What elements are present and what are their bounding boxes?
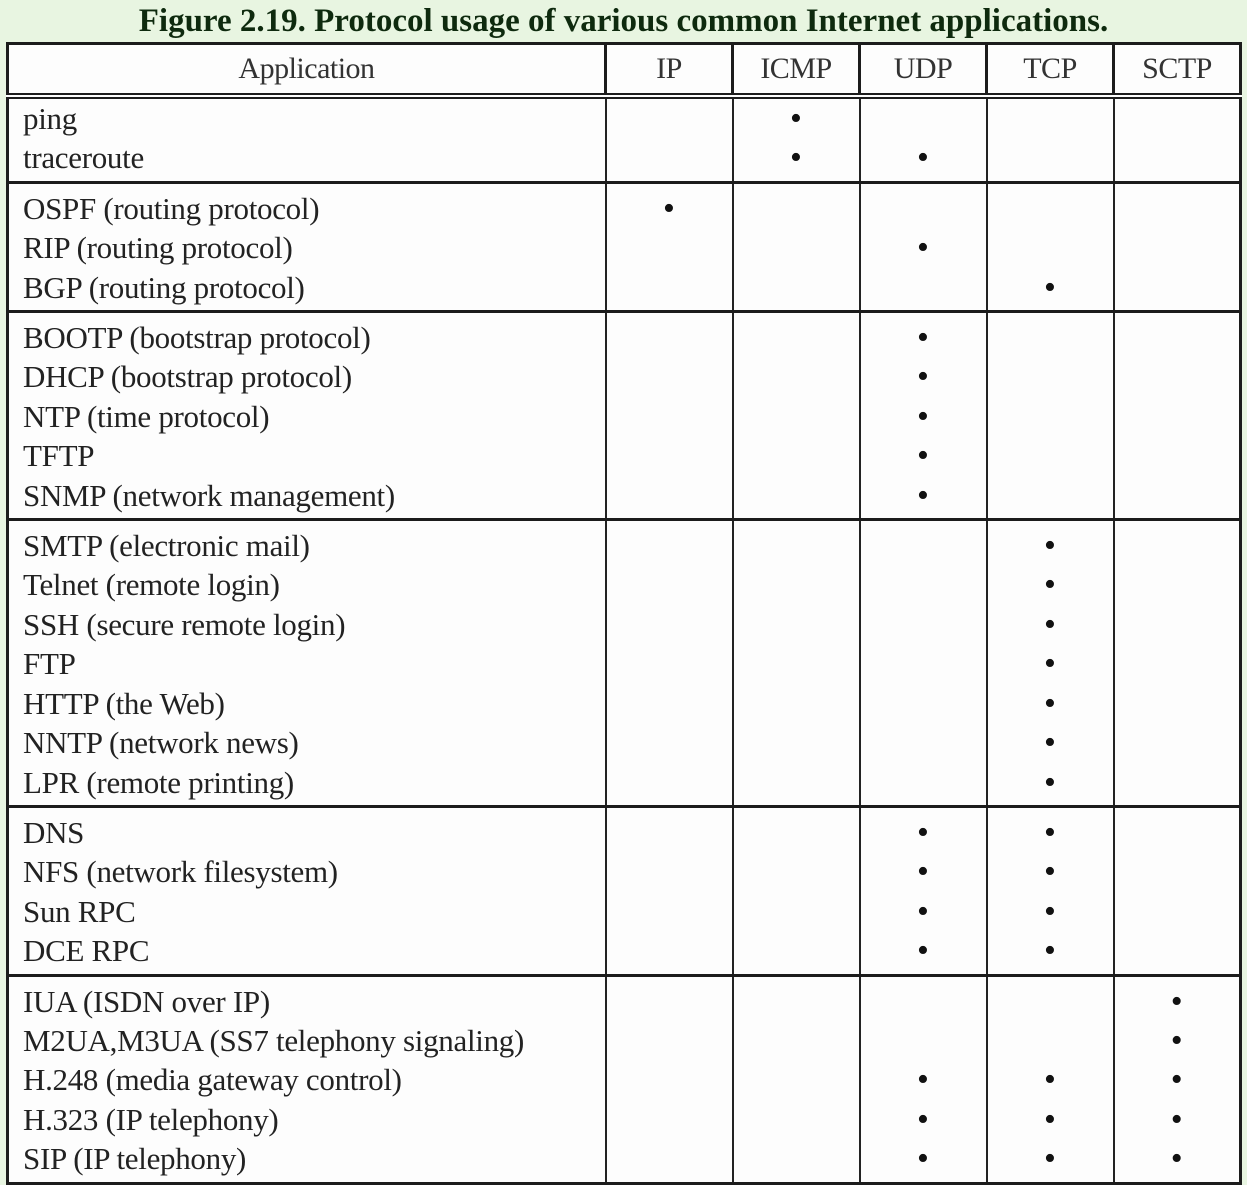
protocol-cell-ip xyxy=(606,397,733,436)
table-row xyxy=(8,763,1241,807)
protocol-cell-sctp xyxy=(1114,684,1241,723)
table-row xyxy=(8,852,1241,891)
protocol-cell-icmp xyxy=(733,644,860,683)
usage-bullet: • xyxy=(917,932,929,970)
protocol-cell-tcp xyxy=(987,182,1114,228)
protocol-cell-ip xyxy=(606,476,733,520)
protocol-cell-ip xyxy=(606,565,733,604)
protocol-cell-tcp xyxy=(987,852,1114,891)
protocol-cell-sctp xyxy=(1114,975,1241,1021)
protocol-cell-udp xyxy=(860,763,987,807)
application-name: NNTP (network news) xyxy=(23,725,299,761)
protocol-cell-tcp xyxy=(987,605,1114,644)
protocol-cell-icmp xyxy=(733,565,860,604)
application-name: FTP xyxy=(23,646,76,682)
protocol-cell-udp xyxy=(860,96,987,138)
table-row xyxy=(8,1139,1241,1183)
protocol-cell-udp xyxy=(860,436,987,475)
table-row xyxy=(8,723,1241,762)
protocol-cell-udp xyxy=(860,1139,987,1183)
protocol-cell-sctp xyxy=(1114,312,1241,358)
protocol-cell-icmp xyxy=(733,892,860,931)
protocol-cell-icmp xyxy=(733,975,860,1021)
usage-bullet: • xyxy=(917,437,929,475)
protocol-cell-tcp xyxy=(987,312,1114,358)
protocol-cell-udp xyxy=(860,268,987,312)
protocol-cell-tcp xyxy=(987,1100,1114,1139)
protocol-cell-tcp xyxy=(987,684,1114,723)
application-name: SMTP (electronic mail) xyxy=(8,520,606,566)
protocol-cell-icmp xyxy=(733,1021,860,1060)
protocol-cell-icmp xyxy=(733,852,860,891)
protocol-cell-udp xyxy=(860,605,987,644)
protocol-cell-udp xyxy=(860,520,987,566)
protocol-cell-udp xyxy=(860,975,987,1021)
usage-bullet: • xyxy=(1170,1061,1183,1099)
protocol-cell-tcp xyxy=(987,520,1114,566)
protocol-cell-sctp xyxy=(1114,96,1241,138)
protocol-cell-sctp xyxy=(1114,520,1241,566)
usage-bullet: • xyxy=(1170,1100,1183,1138)
table-row xyxy=(8,975,1241,1021)
table-body xyxy=(8,96,1241,1183)
application-name: DHCP (bootstrap protocol) xyxy=(23,359,352,395)
usage-bullet: • xyxy=(1044,763,1056,801)
protocol-cell-icmp xyxy=(733,931,860,975)
protocol-cell-ip xyxy=(606,312,733,358)
protocol-cell-udp xyxy=(860,228,987,267)
protocol-cell-tcp xyxy=(987,806,1114,852)
table-row xyxy=(8,436,1241,475)
protocol-cell-udp xyxy=(860,723,987,762)
application-name: NTP (time protocol) xyxy=(23,398,270,434)
protocol-cell-tcp xyxy=(987,565,1114,604)
protocol-cell-udp xyxy=(860,1021,987,1060)
usage-bullet: • xyxy=(1044,605,1056,643)
protocol-cell-tcp xyxy=(987,931,1114,975)
application-name: DNS xyxy=(8,806,606,852)
usage-bullet: • xyxy=(1044,268,1056,306)
protocol-cell-udp xyxy=(860,684,987,723)
application-name: SIP (IP telephony) xyxy=(23,1141,247,1177)
protocol-cell-ip xyxy=(606,1100,733,1139)
protocol-cell-udp xyxy=(860,565,987,604)
table-row xyxy=(8,931,1241,975)
usage-bullet: • xyxy=(1044,932,1056,970)
protocol-cell-tcp xyxy=(987,476,1114,520)
usage-bullet: • xyxy=(1044,645,1056,683)
protocol-cell-ip xyxy=(606,806,733,852)
protocol-cell-sctp xyxy=(1114,852,1241,891)
table-row xyxy=(8,476,1241,520)
protocol-cell-ip xyxy=(606,520,733,566)
protocol-cell-ip xyxy=(606,892,733,931)
protocol-cell-sctp xyxy=(1114,892,1241,931)
protocol-cell-ip xyxy=(606,268,733,312)
protocol-cell-tcp xyxy=(987,763,1114,807)
protocol-cell-sctp xyxy=(1114,228,1241,267)
usage-bullet: • xyxy=(917,1100,929,1138)
protocol-cell-sctp xyxy=(1114,806,1241,852)
protocol-cell-icmp xyxy=(733,1100,860,1139)
protocol-cell-sctp xyxy=(1114,644,1241,683)
application-name: DCE RPC xyxy=(23,933,150,969)
table-row xyxy=(8,312,1241,358)
application-name: IUA (ISDN over IP) xyxy=(8,975,606,1021)
usage-bullet: • xyxy=(1044,566,1056,604)
usage-bullet: • xyxy=(917,319,929,357)
protocol-cell-udp xyxy=(860,1060,987,1099)
protocol-cell-tcp xyxy=(987,436,1114,475)
protocol-cell-icmp xyxy=(733,1139,860,1183)
protocol-cell-ip xyxy=(606,138,733,182)
protocol-cell-ip xyxy=(606,182,733,228)
table-row xyxy=(8,1060,1241,1099)
application-name: RIP (routing protocol) xyxy=(23,230,293,266)
usage-bullet: • xyxy=(1044,813,1056,851)
column-header-udp: UDP xyxy=(860,44,987,97)
application-name: HTTP (the Web) xyxy=(23,685,225,721)
table-row xyxy=(8,138,1241,182)
usage-bullet: • xyxy=(1044,892,1056,930)
table-row xyxy=(8,520,1241,566)
application-name: NFS (network filesystem) xyxy=(23,854,338,890)
table-row xyxy=(8,357,1241,396)
protocol-cell-tcp xyxy=(987,892,1114,931)
application-name: ping xyxy=(23,101,77,136)
protocol-cell-icmp xyxy=(733,357,860,396)
usage-bullet: • xyxy=(1170,1140,1183,1178)
protocol-cell-ip xyxy=(606,96,733,138)
protocol-cell-tcp xyxy=(987,228,1114,267)
column-header-application: Application xyxy=(8,44,606,97)
usage-bullet: • xyxy=(790,139,802,177)
protocol-cell-ip xyxy=(606,852,733,891)
protocol-cell-sctp xyxy=(1114,1139,1241,1183)
application-name: BGP (routing protocol) xyxy=(23,269,305,305)
table-row xyxy=(8,228,1241,267)
protocol-cell-icmp xyxy=(733,312,860,358)
table-row xyxy=(8,684,1241,723)
protocol-cell-udp xyxy=(860,931,987,975)
application-name: traceroute xyxy=(23,140,144,176)
table-row xyxy=(8,268,1241,312)
table-row xyxy=(8,182,1241,228)
protocol-cell-udp xyxy=(860,357,987,396)
table-row xyxy=(8,96,1241,138)
application-name: H.323 (IP telephony) xyxy=(23,1101,279,1137)
column-header-icmp: ICMP xyxy=(733,44,860,97)
protocol-cell-tcp xyxy=(987,723,1114,762)
usage-bullet: • xyxy=(1044,684,1056,722)
usage-bullet: • xyxy=(917,476,929,514)
protocol-cell-udp xyxy=(860,476,987,520)
protocol-cell-udp xyxy=(860,312,987,358)
table-header-row xyxy=(8,44,1241,97)
protocol-cell-icmp xyxy=(733,138,860,182)
protocol-cell-icmp xyxy=(733,520,860,566)
column-header-tcp: TCP xyxy=(987,44,1114,97)
usage-bullet: • xyxy=(917,1061,929,1099)
protocol-cell-sctp xyxy=(1114,476,1241,520)
table-row xyxy=(8,1100,1241,1139)
protocol-cell-sctp xyxy=(1114,1060,1241,1099)
protocol-cell-ip xyxy=(606,1060,733,1099)
protocol-cell-tcp xyxy=(987,1139,1114,1183)
protocol-cell-ip xyxy=(606,723,733,762)
usage-bullet: • xyxy=(917,358,929,396)
protocol-cell-udp xyxy=(860,644,987,683)
protocol-cell-ip xyxy=(606,1139,733,1183)
protocol-cell-tcp xyxy=(987,138,1114,182)
protocol-cell-sctp xyxy=(1114,1100,1241,1139)
usage-bullet: • xyxy=(917,813,929,851)
usage-bullet: • xyxy=(1044,1061,1056,1099)
usage-bullet: • xyxy=(917,229,929,267)
protocol-cell-tcp xyxy=(987,1060,1114,1099)
usage-bullet: • xyxy=(1044,1100,1056,1138)
table-row xyxy=(8,605,1241,644)
protocol-cell-tcp xyxy=(987,357,1114,396)
figure-title: Figure 2.19. Protocol usage of various common Internet applications. xyxy=(138,3,1109,39)
application-name: LPR (remote printing) xyxy=(23,764,294,800)
usage-bullet: • xyxy=(917,139,929,177)
protocol-cell-tcp xyxy=(987,397,1114,436)
protocol-cell-sctp xyxy=(1114,723,1241,762)
protocol-cell-sctp xyxy=(1114,1021,1241,1060)
protocol-cell-sctp xyxy=(1114,397,1241,436)
protocol-cell-udp xyxy=(860,397,987,436)
usage-bullet: • xyxy=(917,853,929,891)
application-name: BOOTP (bootstrap protocol) xyxy=(8,312,606,358)
protocol-cell-ip xyxy=(606,684,733,723)
usage-bullet: • xyxy=(917,1140,929,1178)
application-name: M2UA,M3UA (SS7 telephony signaling) xyxy=(23,1022,525,1058)
usage-bullet: • xyxy=(1044,853,1056,891)
protocol-cell-ip xyxy=(606,644,733,683)
protocol-cell-icmp xyxy=(733,476,860,520)
protocol-cell-icmp xyxy=(733,763,860,807)
application-name: H.248 (media gateway control) xyxy=(23,1062,402,1098)
protocol-cell-icmp xyxy=(733,397,860,436)
protocol-cell-ip xyxy=(606,763,733,807)
table-row xyxy=(8,806,1241,852)
protocol-cell-udp xyxy=(860,182,987,228)
protocol-cell-icmp xyxy=(733,96,860,138)
table-row xyxy=(8,892,1241,931)
column-header-sctp: SCTP xyxy=(1114,44,1241,97)
application-name: TFTP xyxy=(23,438,95,474)
protocol-cell-sctp xyxy=(1114,763,1241,807)
protocol-cell-ip xyxy=(606,931,733,975)
usage-bullet: • xyxy=(663,189,675,227)
protocol-cell-ip xyxy=(606,975,733,1021)
protocol-cell-sctp xyxy=(1114,357,1241,396)
protocol-cell-sctp xyxy=(1114,268,1241,312)
protocol-cell-ip xyxy=(606,605,733,644)
application-name: SNMP (network management) xyxy=(23,477,395,513)
protocol-cell-tcp xyxy=(987,96,1114,138)
table-row xyxy=(8,565,1241,604)
usage-bullet: • xyxy=(1044,527,1056,565)
protocol-cell-sctp xyxy=(1114,565,1241,604)
protocol-cell-icmp xyxy=(733,268,860,312)
column-header-ip: IP xyxy=(606,44,733,97)
protocol-cell-icmp xyxy=(733,723,860,762)
protocol-usage-table xyxy=(6,42,1242,1185)
protocol-cell-ip xyxy=(606,436,733,475)
table-row xyxy=(8,1021,1241,1060)
protocol-cell-tcp xyxy=(987,268,1114,312)
usage-bullet: • xyxy=(1044,1140,1056,1178)
protocol-cell-tcp xyxy=(987,644,1114,683)
application-name: SSH (secure remote login) xyxy=(23,606,346,642)
protocol-cell-sctp xyxy=(1114,138,1241,182)
protocol-cell-icmp xyxy=(733,806,860,852)
usage-bullet: • xyxy=(1170,1021,1183,1059)
protocol-cell-icmp xyxy=(733,684,860,723)
application-name: Telnet (remote login) xyxy=(23,567,280,603)
protocol-cell-udp xyxy=(860,1100,987,1139)
application-name: Sun RPC xyxy=(23,893,136,929)
protocol-cell-ip xyxy=(606,228,733,267)
protocol-cell-icmp xyxy=(733,1060,860,1099)
protocol-cell-icmp xyxy=(733,436,860,475)
protocol-cell-udp xyxy=(860,892,987,931)
table-row xyxy=(8,397,1241,436)
protocol-cell-sctp xyxy=(1114,436,1241,475)
usage-bullet: • xyxy=(1170,982,1183,1020)
protocol-cell-icmp xyxy=(733,182,860,228)
protocol-cell-udp xyxy=(860,806,987,852)
protocol-cell-sctp xyxy=(1114,931,1241,975)
application-name: OSPF (routing protocol) xyxy=(8,182,606,228)
protocol-cell-udp xyxy=(860,852,987,891)
protocol-cell-tcp xyxy=(987,1021,1114,1060)
usage-bullet: • xyxy=(917,397,929,435)
protocol-cell-ip xyxy=(606,1021,733,1060)
usage-bullet: • xyxy=(1044,724,1056,762)
protocol-cell-sctp xyxy=(1114,605,1241,644)
protocol-cell-icmp xyxy=(733,605,860,644)
usage-bullet: • xyxy=(790,100,802,137)
usage-bullet: • xyxy=(917,892,929,930)
protocol-cell-tcp xyxy=(987,975,1114,1021)
protocol-cell-icmp xyxy=(733,228,860,267)
protocol-cell-udp xyxy=(860,138,987,182)
protocol-cell-ip xyxy=(606,357,733,396)
table-row xyxy=(8,644,1241,683)
protocol-cell-sctp xyxy=(1114,182,1241,228)
